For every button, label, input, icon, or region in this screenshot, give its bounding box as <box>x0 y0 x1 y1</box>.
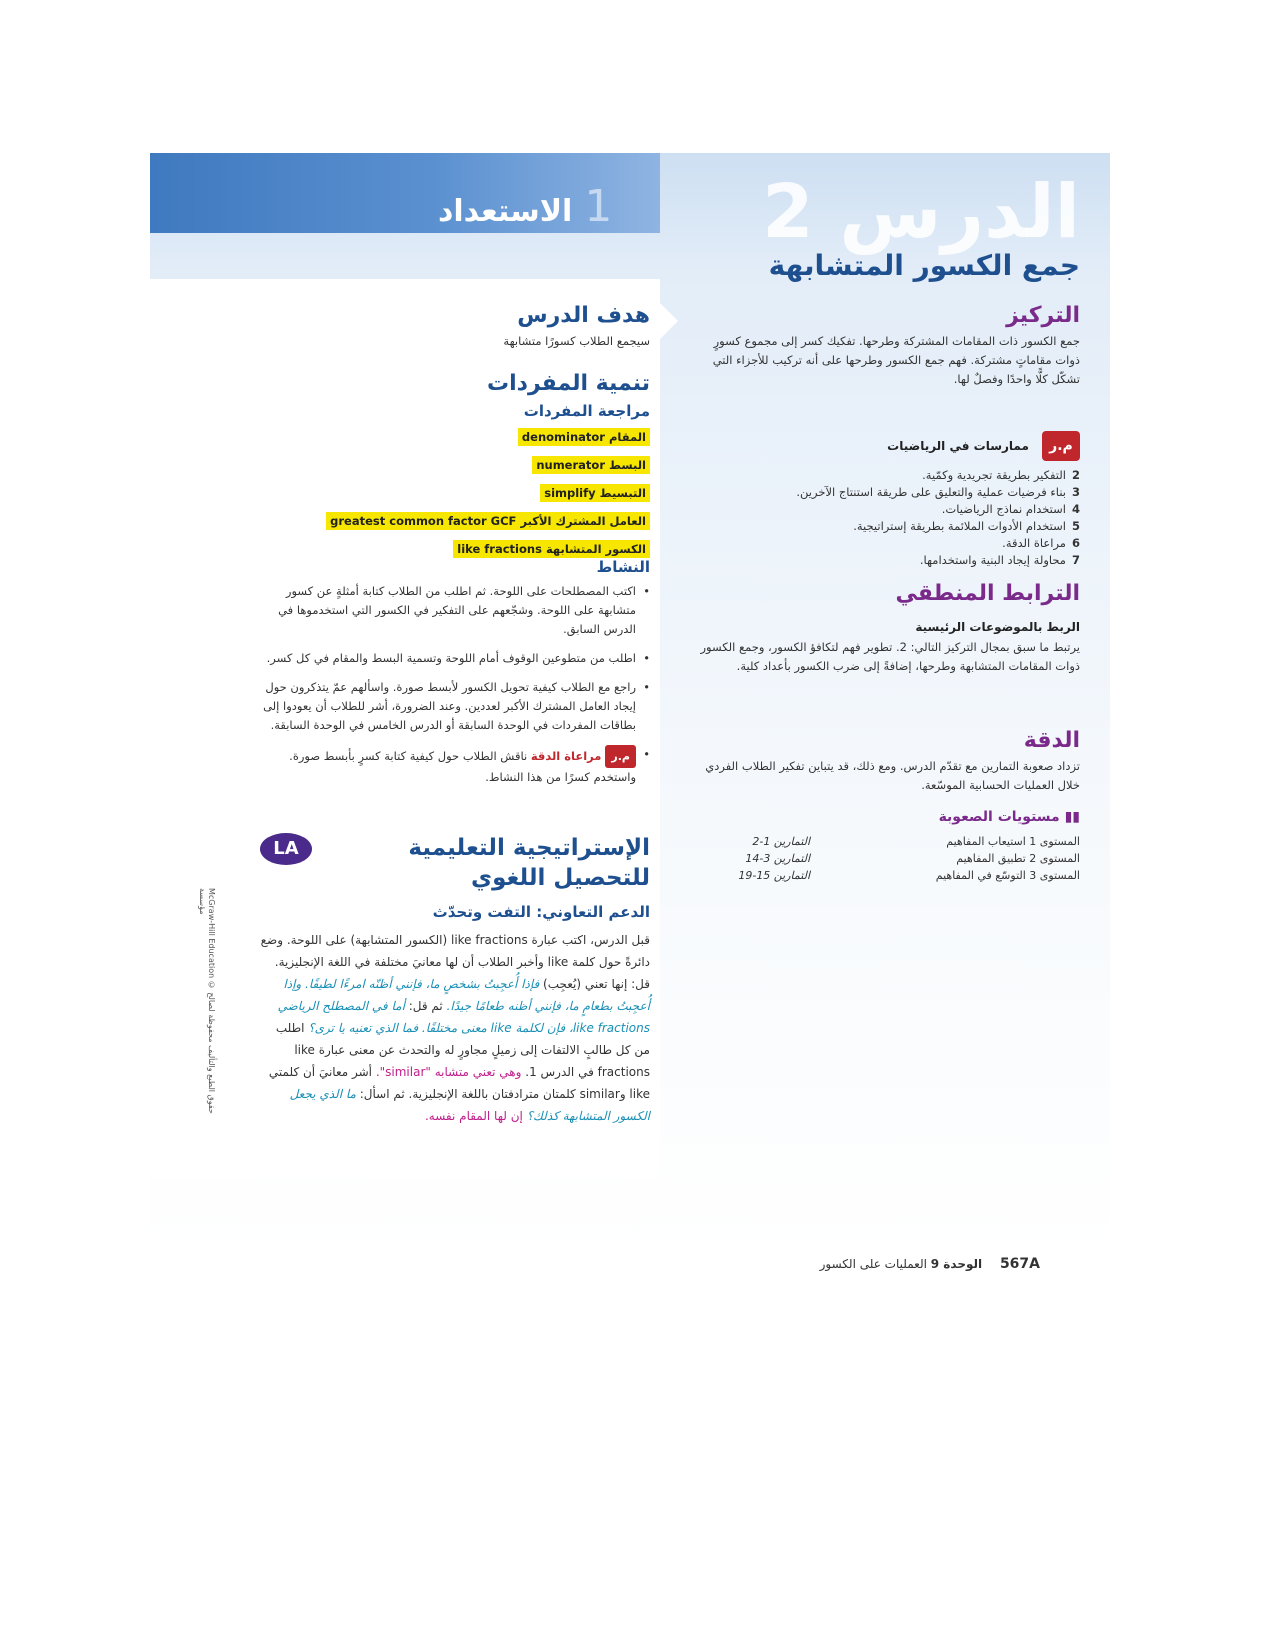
la-subheading: الدعم التعاوني: التفت وتحدّث <box>432 903 650 921</box>
vocab-term: الكسور المتشابهة like fractions <box>260 538 650 558</box>
practices-section <box>690 431 1080 569</box>
practice-item: 5استخدام الأدوات الملائمة بطريقة إستراتيجية. <box>853 519 1080 533</box>
prep-label: الاستعداد <box>438 194 573 229</box>
focus-heading: التركيز <box>1006 303 1080 328</box>
la-section <box>260 833 650 1127</box>
practice-item: 2التفكير بطريقة تجريدية وكمّية. <box>922 468 1080 482</box>
rigor-section <box>690 728 1080 884</box>
prep-heading <box>438 181 658 232</box>
unit-label: الوحدة 9 <box>930 1257 983 1271</box>
lesson-page <box>150 153 1110 1315</box>
vocab-term: البسط numerator <box>260 454 650 474</box>
activity-bullet: • راجع مع الطلاب كيفية تحويل الكسور لأبسط صورة. واسألهم عمّ يتذكرون حول إيجاد العامل المشترك الأكبر لعددين. وعند الضرورة، أشر للطلاب أن يعودوا إلى بطاقات المفردات في الوحدة السابقة أو الدرس الخامس في الوحدة السابقة. <box>260 678 650 735</box>
focus-section <box>690 303 1080 389</box>
vocab-term: التبسيط simplify <box>260 482 650 502</box>
practices-badge-icon: م.ر <box>1042 431 1080 461</box>
practice-item: 3بناء فرضيات عملية والتعليق على طريقة استنتاج الآخرين. <box>796 485 1080 499</box>
precision-label: مراعاة الدقة <box>530 749 602 763</box>
precision-bullet <box>260 745 650 787</box>
practice-item: 7محاولة إيجاد البنية واستخدامها. <box>919 553 1080 567</box>
vocab-review-heading: مراجعة المفردات <box>523 402 650 420</box>
activity-heading: النشاط <box>596 558 650 576</box>
rigor-text: تزداد صعوبة التمارين مع تقدّم الدرس. ومع ذلك، قد يتباين تفكير الطلاب الفردي خلال العمليات الحسابية الموسّعة. <box>705 759 1080 792</box>
level-row: المستوى 3 التوسّع في المفاهيم التمارين 15-19 <box>738 869 1080 882</box>
la-title: الإستراتيجية التعليمية للتحصيل اللغوي <box>408 835 650 891</box>
levels-bars-icon: ▮▮ <box>1059 809 1080 825</box>
precision-text: ناقش الطلاب حول كيفية كتابة كسرٍ بأبسط صورة. واستخدم كسرًا من هذا النشاط. <box>289 749 636 784</box>
la-badge-icon: LA <box>260 833 312 865</box>
objective-section <box>260 303 650 351</box>
copyright-note: McGraw-Hill Education © حقوق الطبع والتأليف محفوظة لصالح مؤسسة <box>198 888 216 1114</box>
activity-bullet: • اكتب المصطلحات على اللوحة. ثم اطلب من الطلاب كتابة أمثلةٍ عن كسور متشابهة على اللوحة. وشجّعهم على التفكير في الكسور التي استخدموها في الدرس السابق. <box>260 582 650 639</box>
levels-heading: ▮▮ مستويات الصعوبة <box>938 809 1080 825</box>
vocab-term: المقام denominator <box>260 426 650 446</box>
prep-number: 1 <box>584 181 613 232</box>
coherence-heading: الترابط المنطقي <box>895 581 1080 606</box>
vocab-term: العامل المشترك الأكبر greatest common factor GCF <box>260 510 650 530</box>
vocab-section <box>260 371 650 566</box>
precision-badge-icon: م.ر <box>605 745 636 768</box>
coherence-text: يرتبط ما سبق بمجال التركيز التالي: 2. تطوير فهم لتكافؤ الكسور، وجمع الكسور ذوات المقامات المتشابهة وطرحها، إضافةً إلى ضرب الكسور بأعداد كلية. <box>700 640 1080 673</box>
rigor-heading: الدقة <box>1023 728 1080 753</box>
page-footer <box>820 1256 1040 1272</box>
vocab-heading: تنمية المفردات <box>487 371 650 396</box>
level-row: المستوى 2 تطبيق المفاهيم التمارين 3-14 <box>745 852 1080 865</box>
focus-text: جمع الكسور ذات المقامات المشتركة وطرحها. تفكيك كسر إلى مجموع كسورٍ ذوات مقاماتٍ مشتركة. فهم جمع الكسور وطرحها على أنه تركيب للأجزاء التي تشكّل كلًّا واحدًا وفصلٌ لها. <box>712 334 1080 386</box>
page-number: 567A <box>999 1256 1040 1272</box>
objective-text: سيجمع الطلاب كسورًا متشابهة <box>503 334 650 348</box>
practice-item: 6مراعاة الدقة. <box>1002 536 1080 550</box>
activity-section <box>260 558 650 797</box>
coherence-section <box>690 581 1080 676</box>
lesson-number: الدرس 2 <box>762 169 1080 255</box>
level-row: المستوى 1 استيعاب المفاهيم التمارين 1-2 <box>752 835 1080 848</box>
unit-title: العمليات على الكسور <box>819 1257 927 1271</box>
practices-heading: ممارسات في الرياضيات <box>887 439 1029 453</box>
la-paragraph: قبل الدرس، اكتب عبارة like fractions (الكسور المتشابهة) على اللوحة. وضع دائرةً حول كلمة like وأخبر الطلاب أن لها معانيَ مختلفة في اللغة الإنجليزية. قل: إنها تعني (يُعجِب) فإذا أُعجِبتُ بشخصٍ ما، فإنني أظنّه امرءًا لطيفًا. وإذا أُعجِبتُ بطعامٍ ما، فإنني أظنه طعامًا جيدًا. ثم قل: أما في المصطلح الرياضي like fractions، فإن لكلمة like معنى مختلفًا. فما الذي تعنيه يا ترى؟ اطلب من كل طالبٍ الالتفات إلى زميلٍ مجاورٍ له والتحدث عن معنى عبارة like fractions في الدرس 1. وهي تعني متشابه "similar". أشر معانيَ أن كلمتي like وsimilar كلمتان مترادفتان باللغة الإنجليزية. ثم اسأل: ما الذي يجعل الكسور المتشابهة كذلك؟ إن لها المقام نفسه. <box>260 933 650 1123</box>
lesson-title: جمع الكسور المتشابهة <box>768 249 1080 282</box>
objective-heading: هدف الدرس <box>517 303 650 328</box>
practices-list <box>690 467 1080 569</box>
activity-bullet: • اطلب من متطوعين الوقوف أمام اللوحة وتسمية البسط والمقام في كل كسر. <box>260 649 650 668</box>
practice-item: 4استخدام نماذج الرياضيات. <box>941 502 1080 516</box>
coherence-subheading: الربط بالموضوعات الرئيسية <box>915 620 1080 634</box>
